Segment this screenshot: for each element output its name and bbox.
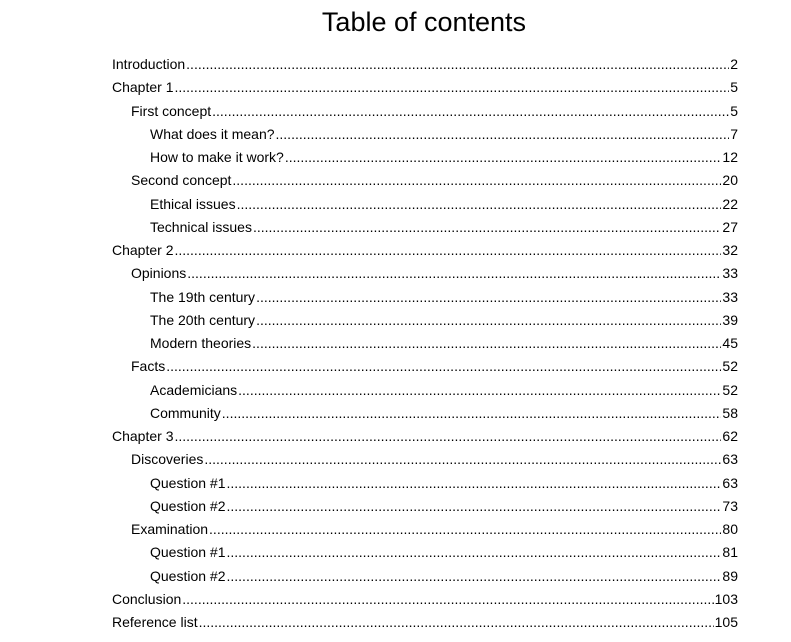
toc-entry[interactable] [112, 53, 738, 76]
toc-entry-label: Opinions [131, 265, 187, 282]
toc-entry-label: Ethical issues [150, 195, 236, 212]
dot-leader [256, 309, 721, 332]
toc-entry-label: Community [150, 404, 221, 421]
toc-entry[interactable] [112, 76, 738, 99]
toc-entry-label: Question #1 [150, 474, 226, 491]
dot-leader [174, 76, 729, 99]
toc-entry-label: Discoveries [131, 451, 204, 468]
dot-leader [227, 541, 722, 564]
toc-entry[interactable] [112, 611, 738, 634]
dot-leader [174, 425, 721, 448]
dot-leader [237, 193, 722, 216]
toc-entry[interactable] [112, 472, 738, 495]
toc-entry[interactable] [112, 355, 738, 378]
dot-leader [238, 379, 721, 402]
toc-entry-page-number: 52 [722, 381, 738, 398]
toc-entry-label: Academicians [150, 381, 238, 398]
toc-entry-page-number: 58 [722, 404, 738, 421]
toc-entry[interactable] [112, 100, 738, 123]
toc-entry-page-number: 33 [722, 265, 738, 282]
toc-entry[interactable] [112, 448, 738, 471]
dot-leader [285, 146, 722, 169]
toc-entry-page-number: 20 [722, 172, 738, 189]
toc-entry[interactable] [112, 379, 738, 402]
toc-entry-page-number: 63 [722, 474, 738, 491]
page-title: Table of contents [321, 7, 527, 37]
toc-entry-label: Second concept [131, 172, 232, 189]
toc-entry[interactable] [112, 309, 738, 332]
toc-entry[interactable] [112, 565, 738, 588]
dot-leader [166, 355, 721, 378]
toc-entry[interactable] [112, 588, 738, 611]
toc-entry-page-number: 2 [730, 56, 738, 72]
dot-leader [227, 472, 722, 495]
toc-entry[interactable] [112, 541, 738, 564]
dot-leader [222, 402, 722, 425]
dot-leader [252, 332, 721, 355]
toc-entry-label: Chapter 2 [112, 242, 174, 258]
toc-entry-page-number: 62 [722, 428, 738, 444]
toc-entry-label: Reference list [112, 614, 198, 630]
dot-leader [227, 495, 722, 518]
toc-entry-label: Chapter 1 [112, 79, 174, 96]
toc-entry-page-number: 22 [722, 195, 738, 212]
toc-entry-page-number: 12 [722, 149, 738, 165]
dot-leader [227, 565, 722, 588]
toc-entry[interactable] [112, 286, 738, 309]
toc-entry[interactable] [112, 123, 738, 146]
toc-entry[interactable] [112, 495, 738, 518]
toc-entry-label: What does it mean? [150, 125, 275, 142]
toc-entry-page-number: 73 [722, 497, 738, 514]
toc-entry-label: How to make it work? [150, 149, 284, 165]
toc-entry-label: Examination [131, 521, 209, 537]
toc-entry[interactable] [112, 239, 738, 262]
toc-entry-label: Facts [131, 358, 166, 375]
toc-entry[interactable] [112, 332, 738, 355]
toc-entry-page-number: 52 [722, 358, 738, 375]
toc-entry[interactable] [112, 262, 738, 285]
toc-entry[interactable] [112, 402, 738, 425]
toc-entry[interactable] [112, 425, 738, 448]
toc-entry-page-number: 105 [714, 614, 738, 630]
toc-entry-label: The 20th century [150, 311, 256, 328]
dot-leader [253, 216, 721, 239]
toc-entry-page-number: 81 [722, 544, 738, 561]
toc-entry-label: Chapter 3 [112, 428, 174, 444]
dot-leader [199, 611, 714, 634]
toc-entry[interactable] [112, 146, 738, 169]
toc-entry-label: Technical issues [150, 218, 252, 235]
toc-entry-page-number: 45 [722, 335, 738, 351]
toc-entry-label: First concept [131, 102, 212, 119]
toc-entry-page-number: 89 [722, 567, 738, 584]
dot-leader [187, 262, 721, 285]
toc-entry-label: Conclusion [112, 590, 182, 607]
toc-entry-page-number: 5 [730, 102, 738, 119]
dot-leader [232, 169, 721, 192]
dot-leader [256, 286, 721, 309]
toc-entry-page-number: 33 [722, 288, 738, 305]
toc-entry-page-number: 39 [722, 311, 738, 328]
toc-entry-page-number: 32 [722, 242, 738, 258]
toc-entry-page-number: 80 [722, 521, 738, 537]
dot-leader [209, 518, 721, 541]
toc-entry-label: Question #2 [150, 567, 226, 584]
toc-entry-label: Question #2 [150, 497, 226, 514]
toc-entry-page-number: 7 [730, 125, 738, 142]
dot-leader [186, 53, 729, 76]
toc-entry-label: Introduction [112, 56, 186, 72]
toc-entry-page-number: 103 [714, 590, 738, 607]
toc-entry[interactable] [112, 216, 738, 239]
toc-entry-page-number: 27 [722, 218, 738, 235]
dot-leader [204, 448, 721, 471]
toc-entry-page-number: 5 [730, 79, 738, 96]
toc-entry-page-number: 63 [722, 451, 738, 468]
toc-entry-label: The 19th century [150, 288, 256, 305]
dot-leader [182, 588, 713, 611]
toc-entry[interactable] [112, 169, 738, 192]
toc-entry[interactable] [112, 518, 738, 541]
toc-list [112, 53, 738, 634]
dot-leader [276, 123, 730, 146]
toc-entry[interactable] [112, 193, 738, 216]
toc-entry-label: Modern theories [150, 335, 252, 351]
dot-leader [174, 239, 721, 262]
toc-entry-label: Question #1 [150, 544, 226, 561]
dot-leader [212, 100, 729, 123]
